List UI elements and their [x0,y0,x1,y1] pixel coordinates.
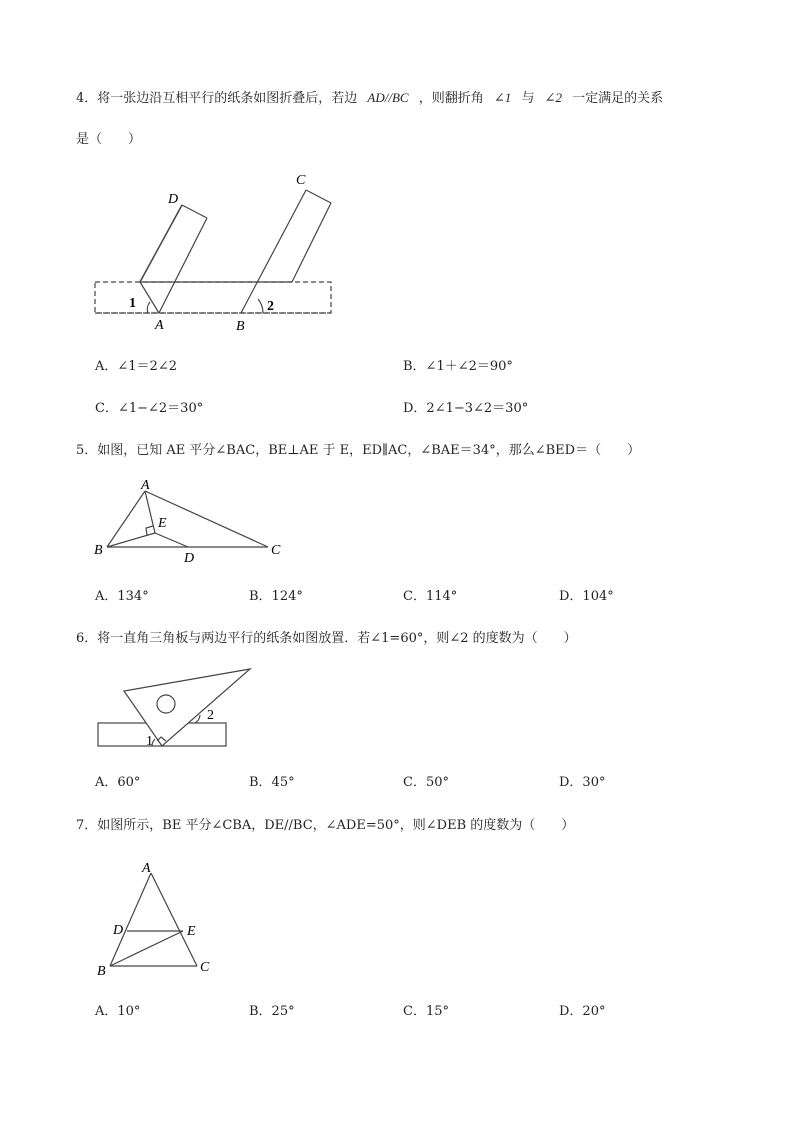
q4-label-b: B [236,319,245,334]
q5-label-b: B [94,543,103,558]
q7-label-a: A [142,861,151,876]
q4-stem-line2: 是（ ） [76,132,142,147]
q6-option-d[interactable]: D．30° [559,775,606,790]
q6-option-c[interactable]: C．50° [403,775,449,790]
q7-label-c: C [200,960,210,975]
q5-option-b[interactable]: B．124° [249,589,303,604]
q5-label-c: C [271,543,281,558]
q4-stem-angle2: ∠2 [544,90,562,105]
q6-option-b[interactable]: B．45° [249,775,295,790]
q4-stem-angle1: ∠1 [493,90,512,105]
q5-option-a[interactable]: A．134° [95,589,149,604]
q7-label-b: B [97,964,106,979]
q6-option-a[interactable]: A．60° [95,775,141,790]
q4-option-b[interactable]: B．∠1＋∠2＝90° [403,359,513,374]
q7-option-d[interactable]: D．20° [559,1004,606,1019]
q4-stem-part4: 一定满足的关系 [572,91,664,106]
q4-stem-part1: 4．将一张边沿互相平行的纸条如图折叠后，若边 [76,91,358,106]
q5-stem: 5．如图，已知 AE 平分∠BAC，BE⊥AE 于 E，ED∥AC，∠BAE＝34°，那么∠BED＝（ ） [76,443,641,458]
q5-label-e: E [158,516,167,531]
q7-option-b[interactable]: B．25° [249,1004,295,1019]
q4-stem-math-ad-bc: AD//BC [367,90,409,105]
q5-option-d[interactable]: D．104° [559,589,614,604]
q4-option-c[interactable]: C．∠1−∠2＝30° [95,401,204,416]
q4-option-d[interactable]: D．2∠1−3∠2＝30° [403,401,529,416]
q4-label-angle1: 1 [129,296,136,311]
q4-label-c: C [296,173,306,188]
q4-label-angle2: 2 [267,299,274,314]
q5-option-c[interactable]: C．114° [403,589,458,604]
q7-option-c[interactable]: C．15° [403,1004,449,1019]
q7-stem: 7．如图所示，BE 平分∠CBA，DE//BC，∠ADE=50°，则∠DEB 的度数为（ ） [76,818,575,833]
q7-label-d: D [113,923,124,938]
q6-stem: 6．将一直角三角板与两边平行的纸条如图放置．若∠1=60°，则∠2 的度数为（ ） [76,631,577,646]
q4-label-d: D [168,192,179,207]
q5-label-d: D [184,551,195,566]
q4-stem-part2: ，则翻折角 [418,91,484,106]
q6-label-angle1: 1 [146,734,153,749]
q6-label-angle2: 2 [207,708,214,723]
q4-option-a[interactable]: A．∠1＝2∠2 [95,359,177,374]
q4-stem-part3: 与 [521,91,535,106]
q7-label-e: E [187,924,196,939]
q4-label-a: A [155,318,164,333]
q7-option-a[interactable]: A．10° [95,1004,141,1019]
q5-label-a: A [141,478,150,493]
